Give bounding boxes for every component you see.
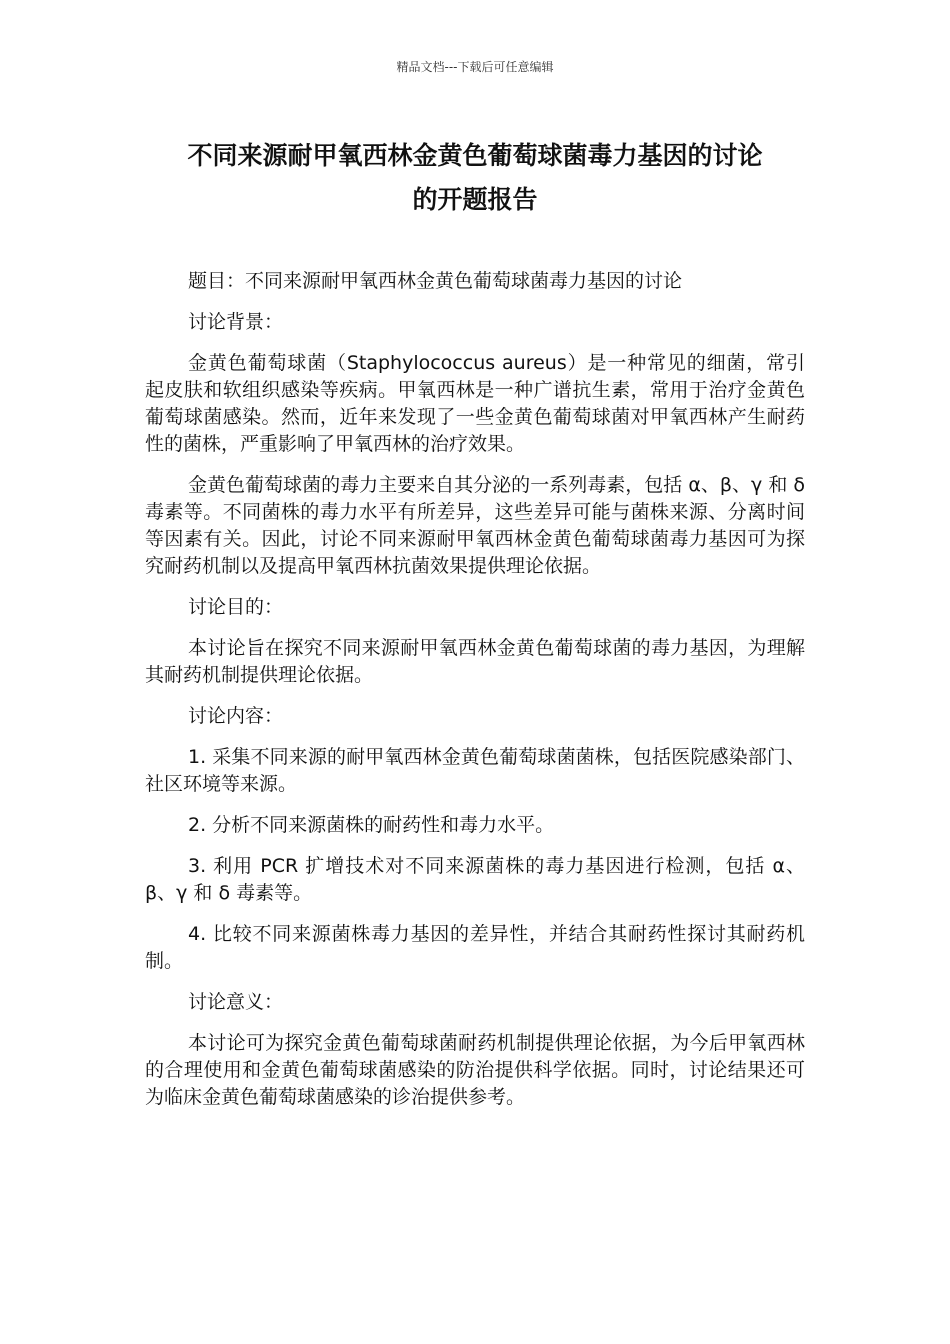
background-paragraph-2: 金黄色葡萄球菌的毒力主要来自其分泌的一系列毒素，包括 α、β、γ 和 δ 毒素等。不同菌株的毒力水平有所差异，这些差异可能与菌株来源、分离时间等因素有关。因此，讨论不同来源耐甲氧西林金黄色葡萄球菌毒力基因可为探究耐药机制以及提高甲氧西林抗菌效果提供理论依据。 xyxy=(145,474,805,577)
content-item-2: 2. 分析不同来源菌株的耐药性和毒力水平。 xyxy=(188,814,555,836)
topic-line: 题目：不同来源耐甲氧西林金黄色葡萄球菌毒力基因的讨论 xyxy=(188,270,683,292)
section-heading-content: 讨论内容： xyxy=(188,705,284,727)
document-title xyxy=(140,134,810,222)
purpose-paragraph: 本讨论旨在探究不同来源耐甲氧西林金黄色葡萄球菌的毒力基因，为理解其耐药机制提供理论依据。 xyxy=(145,637,805,686)
content-item-4: 4. 比较不同来源菌株毒力基因的差异性，并结合其耐药性探讨其耐药机制。 xyxy=(145,923,805,972)
page-header-note: 精品文档---下载后可任意编辑 xyxy=(396,60,554,74)
section-heading-purpose: 讨论目的： xyxy=(188,596,284,618)
document-title-line-2: 的开题报告 xyxy=(412,185,538,214)
section-heading-significance: 讨论意义： xyxy=(188,991,284,1013)
document-title-line-1: 不同来源耐甲氧西林金黄色葡萄球菌毒力基因的讨论 xyxy=(187,141,763,170)
content-item-1: 1. 采集不同来源的耐甲氧西林金黄色葡萄球菌菌株，包括医院感染部门、社区环境等来源。 xyxy=(145,746,805,795)
section-heading-background: 讨论背景： xyxy=(188,311,284,333)
background-paragraph-1: 金黄色葡萄球菌（Staphylococcus aureus）是一种常见的细菌，常引起皮肤和软组织感染等疾病。甲氧西林是一种广谱抗生素，常用于治疗金黄色葡萄球菌感染。然而，近年来发现了一些金黄色葡萄球菌对甲氧西林产生耐药性的菌株，严重影响了甲氧西林的治疗效果。 xyxy=(145,352,805,455)
content-item-3: 3. 利用 PCR 扩增技术对不同来源菌株的毒力基因进行检测，包括 α、β、γ 和 δ 毒素等。 xyxy=(145,855,805,904)
significance-paragraph: 本讨论可为探究金黄色葡萄球菌耐药机制提供理论依据，为今后甲氧西林的合理使用和金黄色葡萄球菌感染的防治提供科学依据。同时，讨论结果还可为临床金黄色葡萄球菌感染的诊治提供参考。 xyxy=(145,1032,805,1108)
document-body xyxy=(145,268,805,1125)
